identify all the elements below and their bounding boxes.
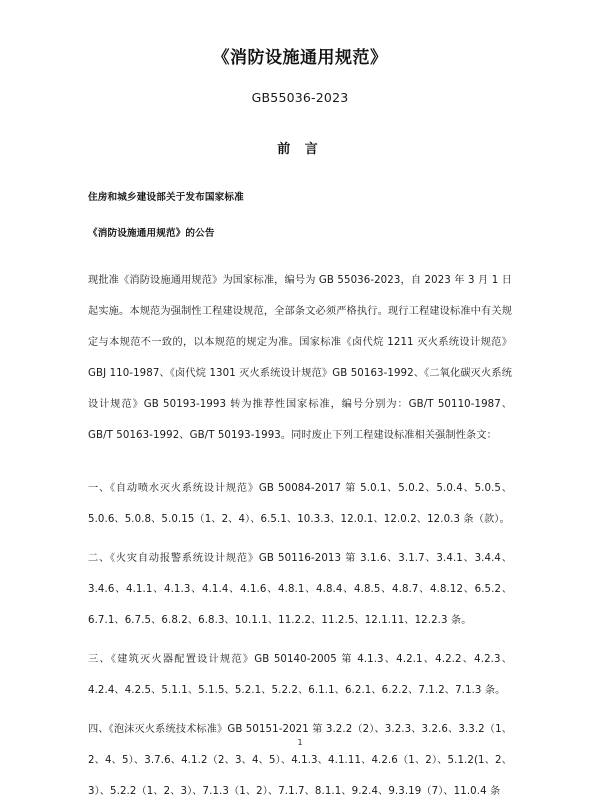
repealed-provisions-list [88,451,512,807]
body-paragraphs [88,239,512,451]
list-item: 四、《泡沫灭火系统技术标准》GB 50151-2021 第 3.2.2（2）、3.2.3、3.2.6、3.3.2（1、2、4、5）、3.7.6、4.1.2（2、3、4、5）、4.1.3、4.1.11、4.2.6（1、2）、5.1.2(1、2、3）、5.2.2（1、2、3）、7.1.3（1、2）、7.1.7、8.1.1、9.2.4、9.3.19（7）、11.0.4 条 [88,723,512,797]
list-item: 三、《建筑灭火器配置设计规范》GB 50140-2005 第 4.1.3、4.2.1、4.2.2、4.2.3、4.2.4、4.2.5、5.1.1、5.1.5、5.2.1、5.2.2、6.1.1、6.2.1、6.2.2、7.1.2、7.1.3 条。 [88,653,512,696]
section-heading-foreword: 前 言 [277,141,323,157]
notice-heading-line-2: 《消防设施通用规范》的公告 [88,227,215,239]
document-title: 《消防设施通用规范》 [212,48,388,68]
page-content [88,0,512,807]
list-item: 一、《自动喷水灭火系统设计规范》GB 50084-2017 第 5.0.1、5.0.2、5.0.4、5.0.5、5.0.6、5.0.8、5.0.15（1、2、4）、6.5.1、10.3.3、12.0.1、12.0.2、12.0.3 条（款）。 [88,482,512,525]
paragraph: 现批准《消防设施通用规范》为国家标准，编号为 GB 55036-2023，自 2023 年 3 月 1 日起实施。本规范为强制性工程建设规范，全部条文必须严格执行。现行工程建设标准中有关规定与本规范不一致的，以本规范的规定为准。国家标准《卤代烷 1211 灭火系统设计规范》GBJ 110-1987、《卤代烷 1301 灭火系统设计规范》GB 50163-1992、《二氧化碳灭火系统设计规范》GB 50193-1993 转为推荐性国家标准，编号分别为：GB/T 50110-1987、GB/T 50163-1992、GB/T 50193-1993。同时废止下列工程建设标准相关强制性条文： [88,274,512,441]
standard-number: GB55036-2023 [251,89,349,105]
notice-heading-line-1: 住房和城乡建设部关于发布国家标准 [88,191,244,203]
page-number: 1 [297,738,303,747]
list-item: 二、《火灾自动报警系统设计规范》GB 50116-2013 第 3.1.6、3.1.7、3.4.1、3.4.4、3.4.6、4.1.1、4.1.3、4.1.4、4.1.6、4.8.1、4.8.4、4.8.5、4.8.7、4.8.12、6.5.2、6.7.1、6.7.5、6.8.2、6.8.3、10.1.1、11.2.2、11.2.5、12.1.11、12.2.3 条。 [88,552,512,626]
